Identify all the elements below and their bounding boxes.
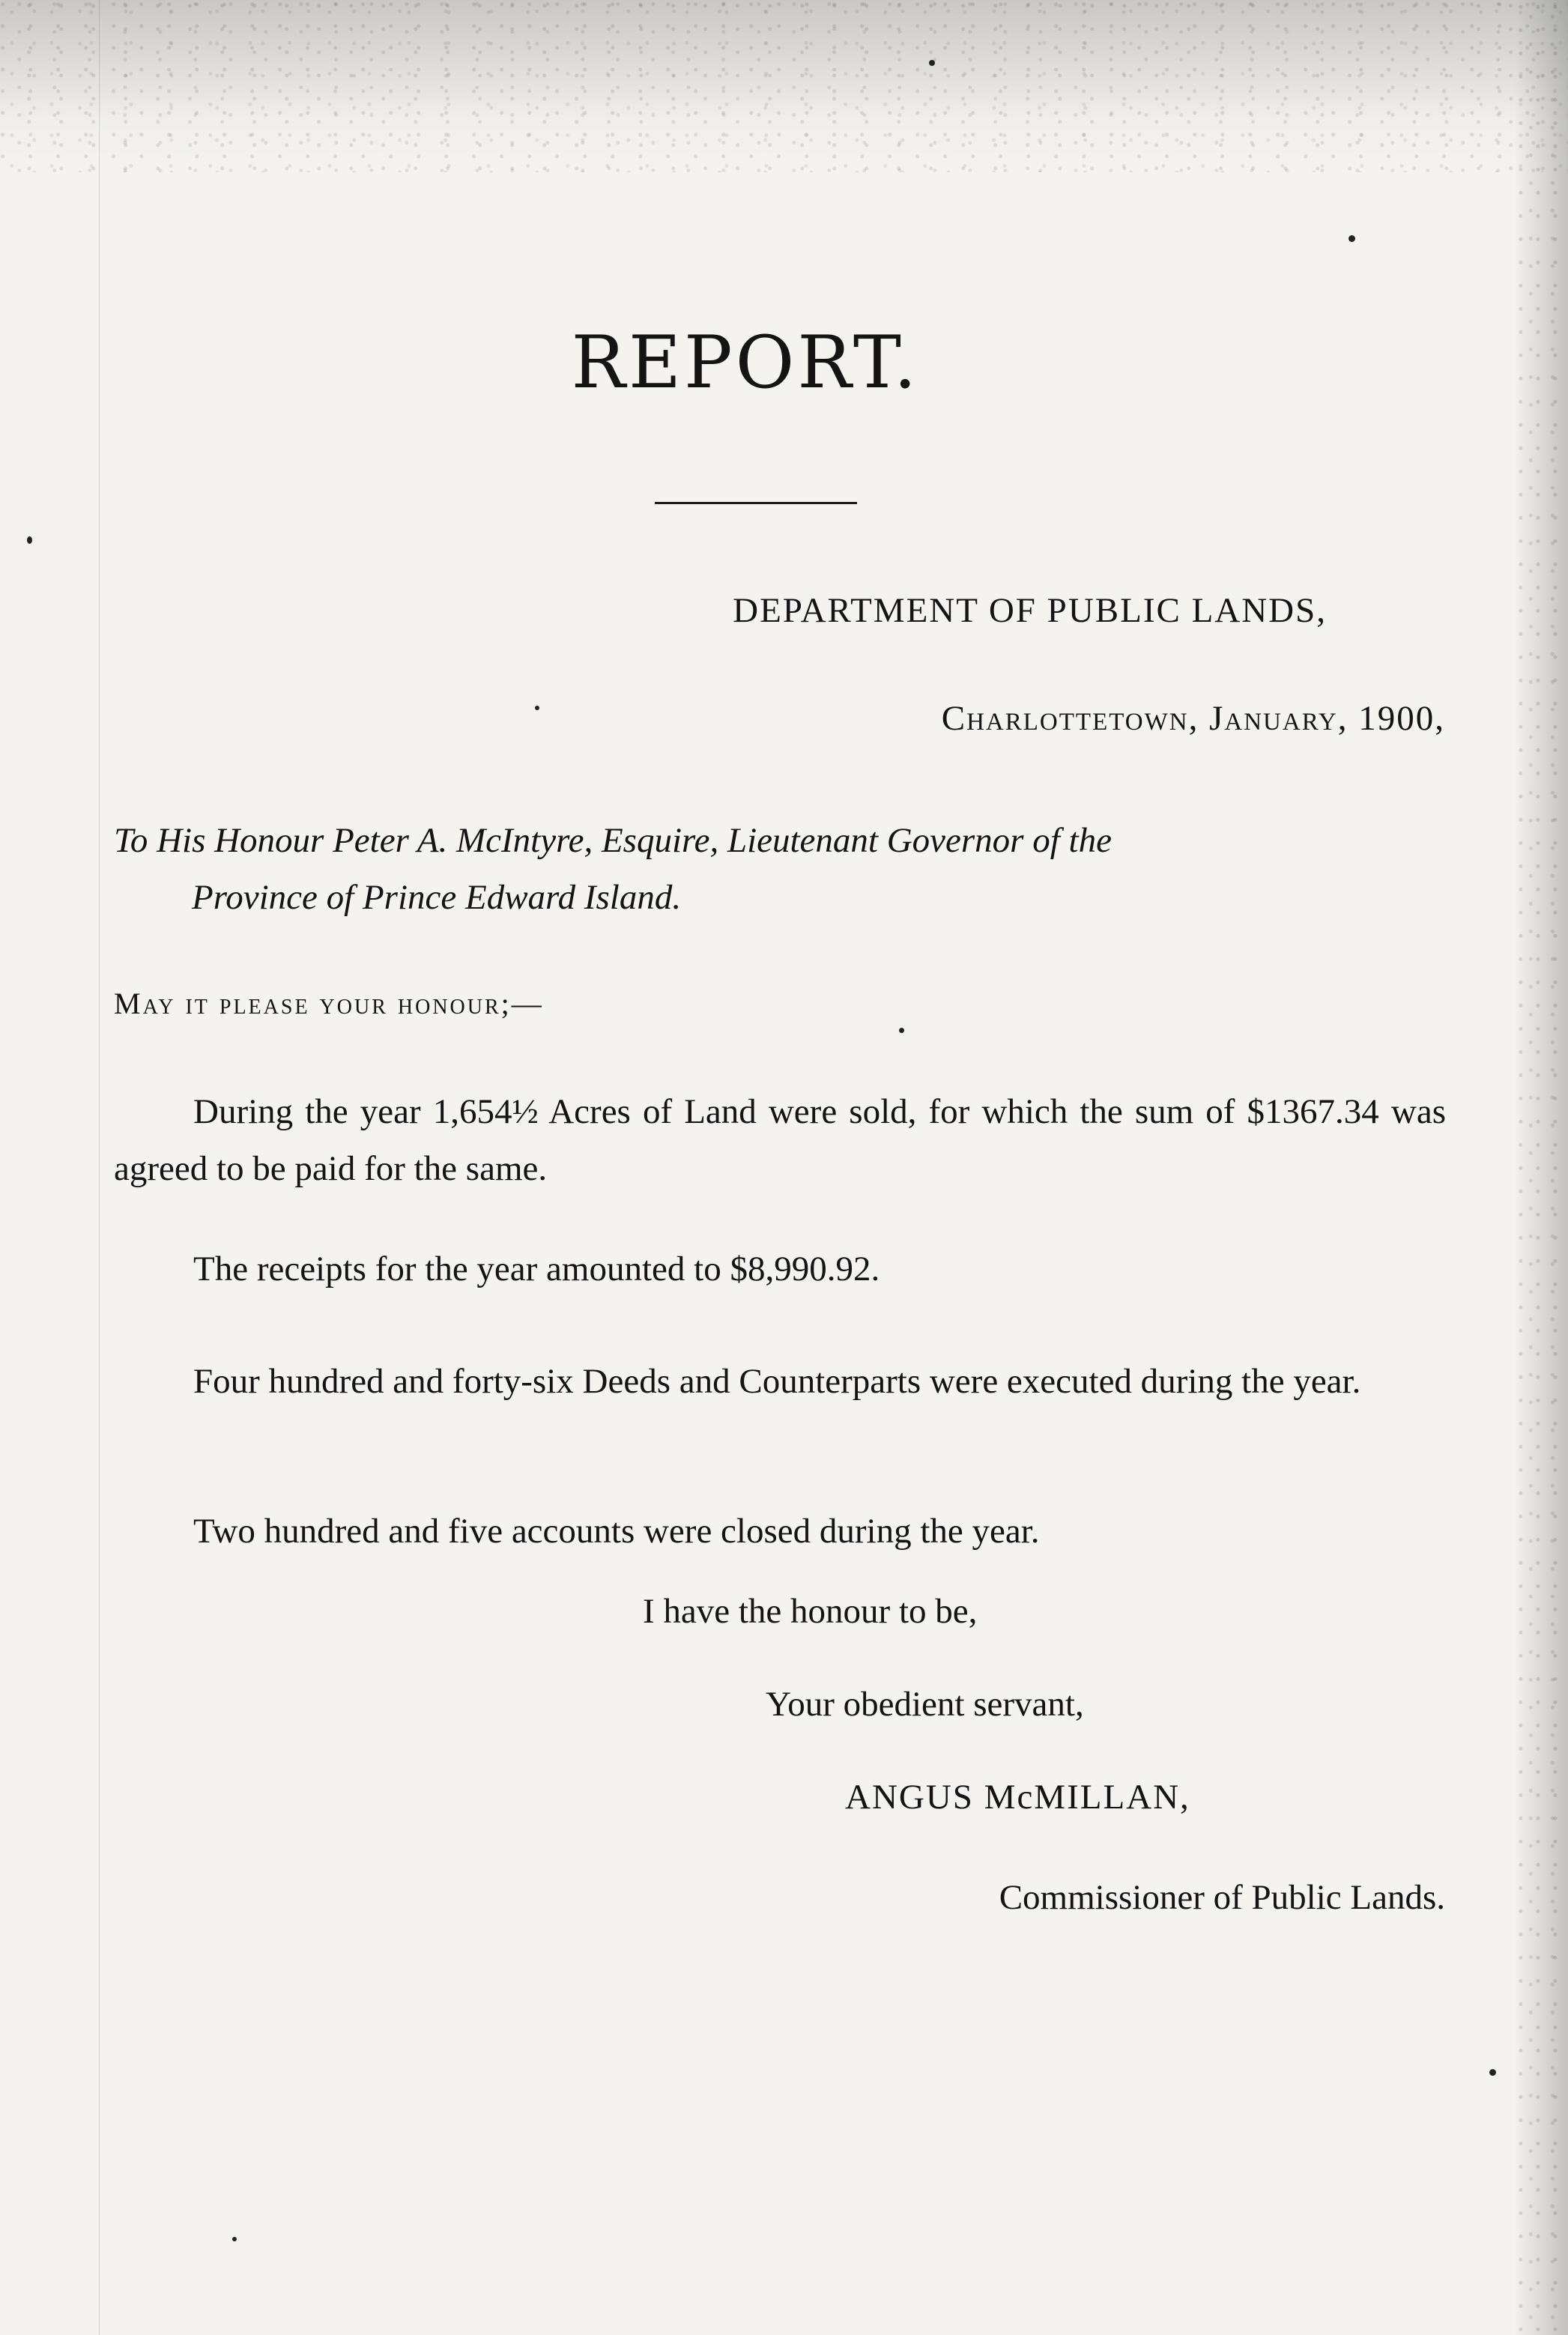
closing-line: I have the honour to be, (643, 1592, 978, 1631)
scan-speck (899, 1028, 904, 1033)
scan-speck (535, 706, 539, 710)
addressee (114, 812, 1446, 926)
place-date-line: Charlottetown, January, 1900, (941, 699, 1445, 738)
signer-name: ANGUS McMILLAN, (845, 1778, 1190, 1817)
paragraph-land-sales: During the year 1,654½ Acres of Land were sold, for which the sum of $1367.34 was agreed to be paid for the same. (114, 1092, 1446, 1188)
scan-speck (232, 2237, 237, 2241)
scan-speck (27, 536, 32, 544)
scan-speck (929, 60, 935, 66)
signer-title: Commissioner of Public Lands. (999, 1878, 1445, 1917)
scan-noise-top (0, 0, 1568, 172)
scan-speck (1489, 2069, 1496, 2076)
addressee-line-1: To His Honour Peter A. McIntyre, Esquire, Lieutenant Governor of the (114, 821, 1112, 860)
salutation: May it please your honour;— (114, 987, 544, 1020)
paragraph-accounts: Two hundred and five accounts were closed during the year. (193, 1512, 1040, 1551)
paragraph-receipts: The receipts for the year amounted to $8,990.92. (193, 1250, 880, 1288)
scan-noise-right (1516, 0, 1568, 2335)
scan-speck (1348, 235, 1355, 242)
addressee-line-2: Province of Prince Edward Island. (192, 878, 682, 917)
closing-servant: Your obedient servant, (766, 1685, 1084, 1724)
paragraph-deeds: Four hundred and forty-six Deeds and Counterparts were executed during the year. (193, 1362, 1361, 1401)
title-rule (655, 502, 857, 504)
department-heading: DEPARTMENT OF PUBLIC LANDS, (733, 591, 1327, 630)
report-title: REPORT. (571, 321, 920, 405)
